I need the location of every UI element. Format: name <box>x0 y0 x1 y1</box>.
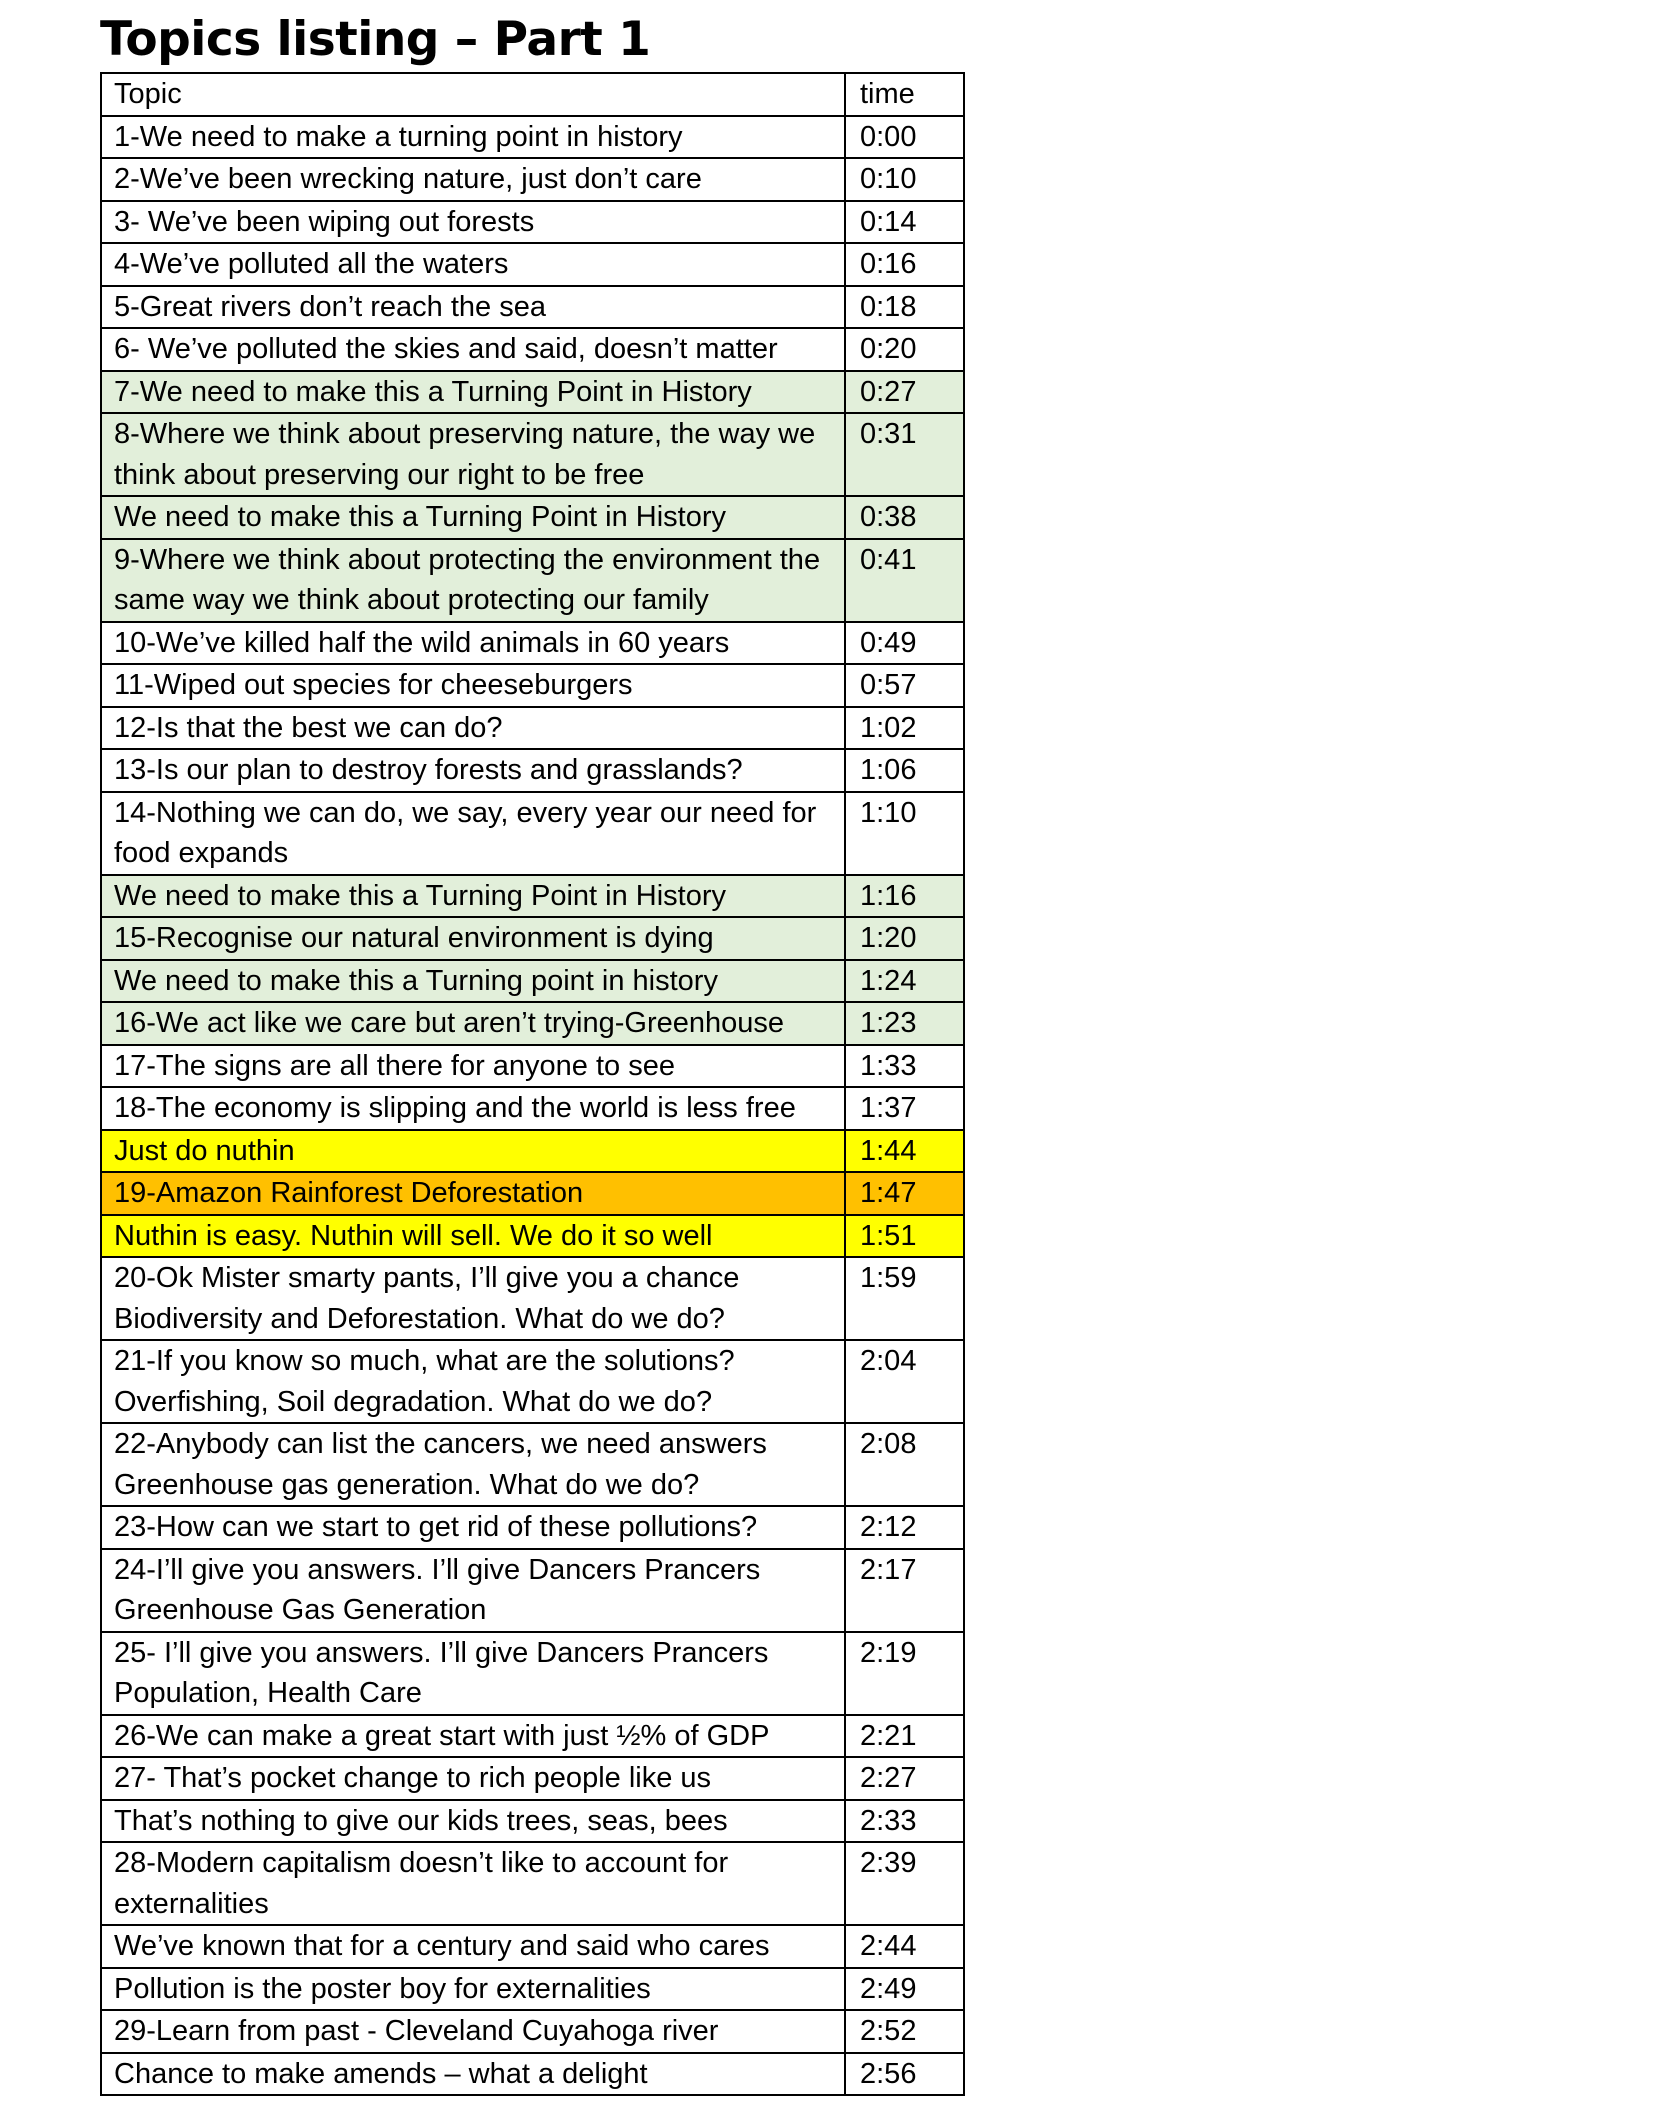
table-row <box>101 749 964 792</box>
time-cell: 0:49 <box>845 622 964 665</box>
time-cell: 2:44 <box>845 1925 964 1968</box>
table-row <box>101 243 964 286</box>
topic-cell: 6- We’ve polluted the skies and said, doesn’t matter <box>101 328 845 371</box>
table-row <box>101 1715 964 1758</box>
topic-cell: 14-Nothing we can do, we say, every year our need for food expands <box>101 792 845 875</box>
table-row <box>101 792 964 875</box>
time-cell: 0:27 <box>845 371 964 414</box>
table-row <box>101 286 964 329</box>
topic-cell: 17-The signs are all there for anyone to see <box>101 1045 845 1088</box>
topic-cell: 20-Ok Mister smarty pants, I’ll give you a chance Biodiversity and Deforestation. What do we do? <box>101 1257 845 1340</box>
time-cell: 2:12 <box>845 1506 964 1549</box>
topics-table-body <box>101 116 964 2096</box>
time-cell: 0:18 <box>845 286 964 329</box>
topic-cell: 3- We’ve been wiping out forests <box>101 201 845 244</box>
table-row <box>101 1842 964 1925</box>
table-row <box>101 1045 964 1088</box>
topic-cell: Just do nuthin <box>101 1130 845 1173</box>
table-row <box>101 328 964 371</box>
time-cell: 2:21 <box>845 1715 964 1758</box>
time-cell: 1:24 <box>845 960 964 1003</box>
time-cell: 2:27 <box>845 1757 964 1800</box>
topic-cell: 8-Where we think about preserving nature, the way we think about preserving our right to be free <box>101 413 845 496</box>
time-cell: 1:33 <box>845 1045 964 1088</box>
topics-table <box>100 72 965 2096</box>
topic-cell: We need to make this a Turning Point in History <box>101 496 845 539</box>
table-row <box>101 496 964 539</box>
topic-cell: Pollution is the poster boy for externalities <box>101 1968 845 2011</box>
topic-cell: 5-Great rivers don’t reach the sea <box>101 286 845 329</box>
table-row <box>101 1215 964 1258</box>
table-row <box>101 1423 964 1506</box>
time-cell: 1:51 <box>845 1215 964 1258</box>
topic-cell: 1-We need to make a turning point in history <box>101 116 845 159</box>
table-row <box>101 1002 964 1045</box>
time-cell: 1:59 <box>845 1257 964 1340</box>
time-cell: 1:47 <box>845 1172 964 1215</box>
time-cell: 0:31 <box>845 413 964 496</box>
topic-cell: 29-Learn from past - Cleveland Cuyahoga river <box>101 2010 845 2053</box>
time-cell: 0:00 <box>845 116 964 159</box>
table-row <box>101 1632 964 1715</box>
topic-cell: Nuthin is easy. Nuthin will sell. We do it so well <box>101 1215 845 1258</box>
time-cell: 2:56 <box>845 2053 964 2096</box>
time-cell: 2:19 <box>845 1632 964 1715</box>
time-cell: 2:52 <box>845 2010 964 2053</box>
table-row <box>101 1549 964 1632</box>
topic-cell: 22-Anybody can list the cancers, we need answers Greenhouse gas generation. What do we do? <box>101 1423 845 1506</box>
topic-cell: 12-Is that the best we can do? <box>101 707 845 750</box>
time-cell: 1:37 <box>845 1087 964 1130</box>
table-row <box>101 2010 964 2053</box>
time-cell: 0:10 <box>845 158 964 201</box>
topic-cell: 4-We’ve polluted all the waters <box>101 243 845 286</box>
topic-cell: 21-If you know so much, what are the solutions? Overfishing, Soil degradation. What do we do? <box>101 1340 845 1423</box>
table-row <box>101 707 964 750</box>
table-row <box>101 158 964 201</box>
time-cell: 2:04 <box>845 1340 964 1423</box>
topic-cell: We need to make this a Turning point in history <box>101 960 845 1003</box>
table-row <box>101 1340 964 1423</box>
table-row <box>101 1800 964 1843</box>
time-cell: 1:06 <box>845 749 964 792</box>
table-row <box>101 1925 964 1968</box>
topic-cell: 23-How can we start to get rid of these pollutions? <box>101 1506 845 1549</box>
time-cell: 0:14 <box>845 201 964 244</box>
time-cell: 0:38 <box>845 496 964 539</box>
topic-cell: 25- I’ll give you answers. I’ll give Dancers Prancers Population, Health Care <box>101 1632 845 1715</box>
time-column-header: time <box>845 73 964 116</box>
table-row <box>101 1130 964 1173</box>
table-row <box>101 116 964 159</box>
table-row <box>101 664 964 707</box>
time-cell: 2:49 <box>845 1968 964 2011</box>
time-cell: 1:16 <box>845 875 964 918</box>
topic-cell: 18-The economy is slipping and the world is less free <box>101 1087 845 1130</box>
topic-cell: 2-We’ve been wrecking nature, just don’t care <box>101 158 845 201</box>
time-cell: 2:39 <box>845 1842 964 1925</box>
topic-cell: 27- That’s pocket change to rich people like us <box>101 1757 845 1800</box>
time-cell: 1:44 <box>845 1130 964 1173</box>
topic-cell: 16-We act like we care but aren’t trying-Greenhouse <box>101 1002 845 1045</box>
time-cell: 1:10 <box>845 792 964 875</box>
time-cell: 0:57 <box>845 664 964 707</box>
table-row <box>101 1257 964 1340</box>
time-cell: 1:23 <box>845 1002 964 1045</box>
time-cell: 0:20 <box>845 328 964 371</box>
topic-cell: 13-Is our plan to destroy forests and grasslands? <box>101 749 845 792</box>
table-row <box>101 1172 964 1215</box>
topic-cell: 26-We can make a great start with just ½% of GDP <box>101 1715 845 1758</box>
table-row <box>101 539 964 622</box>
topic-column-header: Topic <box>101 73 845 116</box>
table-row <box>101 960 964 1003</box>
table-row <box>101 875 964 918</box>
time-cell: 2:17 <box>845 1549 964 1632</box>
table-row <box>101 622 964 665</box>
table-header-row <box>101 73 964 116</box>
time-cell: 0:41 <box>845 539 964 622</box>
time-cell: 1:20 <box>845 917 964 960</box>
table-row <box>101 1757 964 1800</box>
time-cell: 2:33 <box>845 1800 964 1843</box>
page-title: Topics listing – Part 1 <box>100 12 651 67</box>
topic-cell: Chance to make amends – what a delight <box>101 2053 845 2096</box>
time-cell: 2:08 <box>845 1423 964 1506</box>
topic-cell: 19-Amazon Rainforest Deforestation <box>101 1172 845 1215</box>
topic-cell: 28-Modern capitalism doesn’t like to account for externalities <box>101 1842 845 1925</box>
table-row <box>101 201 964 244</box>
table-row <box>101 2053 964 2096</box>
table-row <box>101 413 964 496</box>
topic-cell: 9-Where we think about protecting the environment the same way we think about protecting our family <box>101 539 845 622</box>
topic-cell: 24-I’ll give you answers. I’ll give Dancers Prancers Greenhouse Gas Generation <box>101 1549 845 1632</box>
time-cell: 1:02 <box>845 707 964 750</box>
topic-cell: 7-We need to make this a Turning Point in History <box>101 371 845 414</box>
topic-cell: 15-Recognise our natural environment is dying <box>101 917 845 960</box>
table-row <box>101 917 964 960</box>
topic-cell: That’s nothing to give our kids trees, seas, bees <box>101 1800 845 1843</box>
table-row <box>101 1087 964 1130</box>
table-row <box>101 1968 964 2011</box>
time-cell: 0:16 <box>845 243 964 286</box>
topic-cell: 10-We’ve killed half the wild animals in 60 years <box>101 622 845 665</box>
table-row <box>101 1506 964 1549</box>
topic-cell: 11-Wiped out species for cheeseburgers <box>101 664 845 707</box>
topic-cell: We’ve known that for a century and said who cares <box>101 1925 845 1968</box>
topic-cell: We need to make this a Turning Point in History <box>101 875 845 918</box>
table-row <box>101 371 964 414</box>
